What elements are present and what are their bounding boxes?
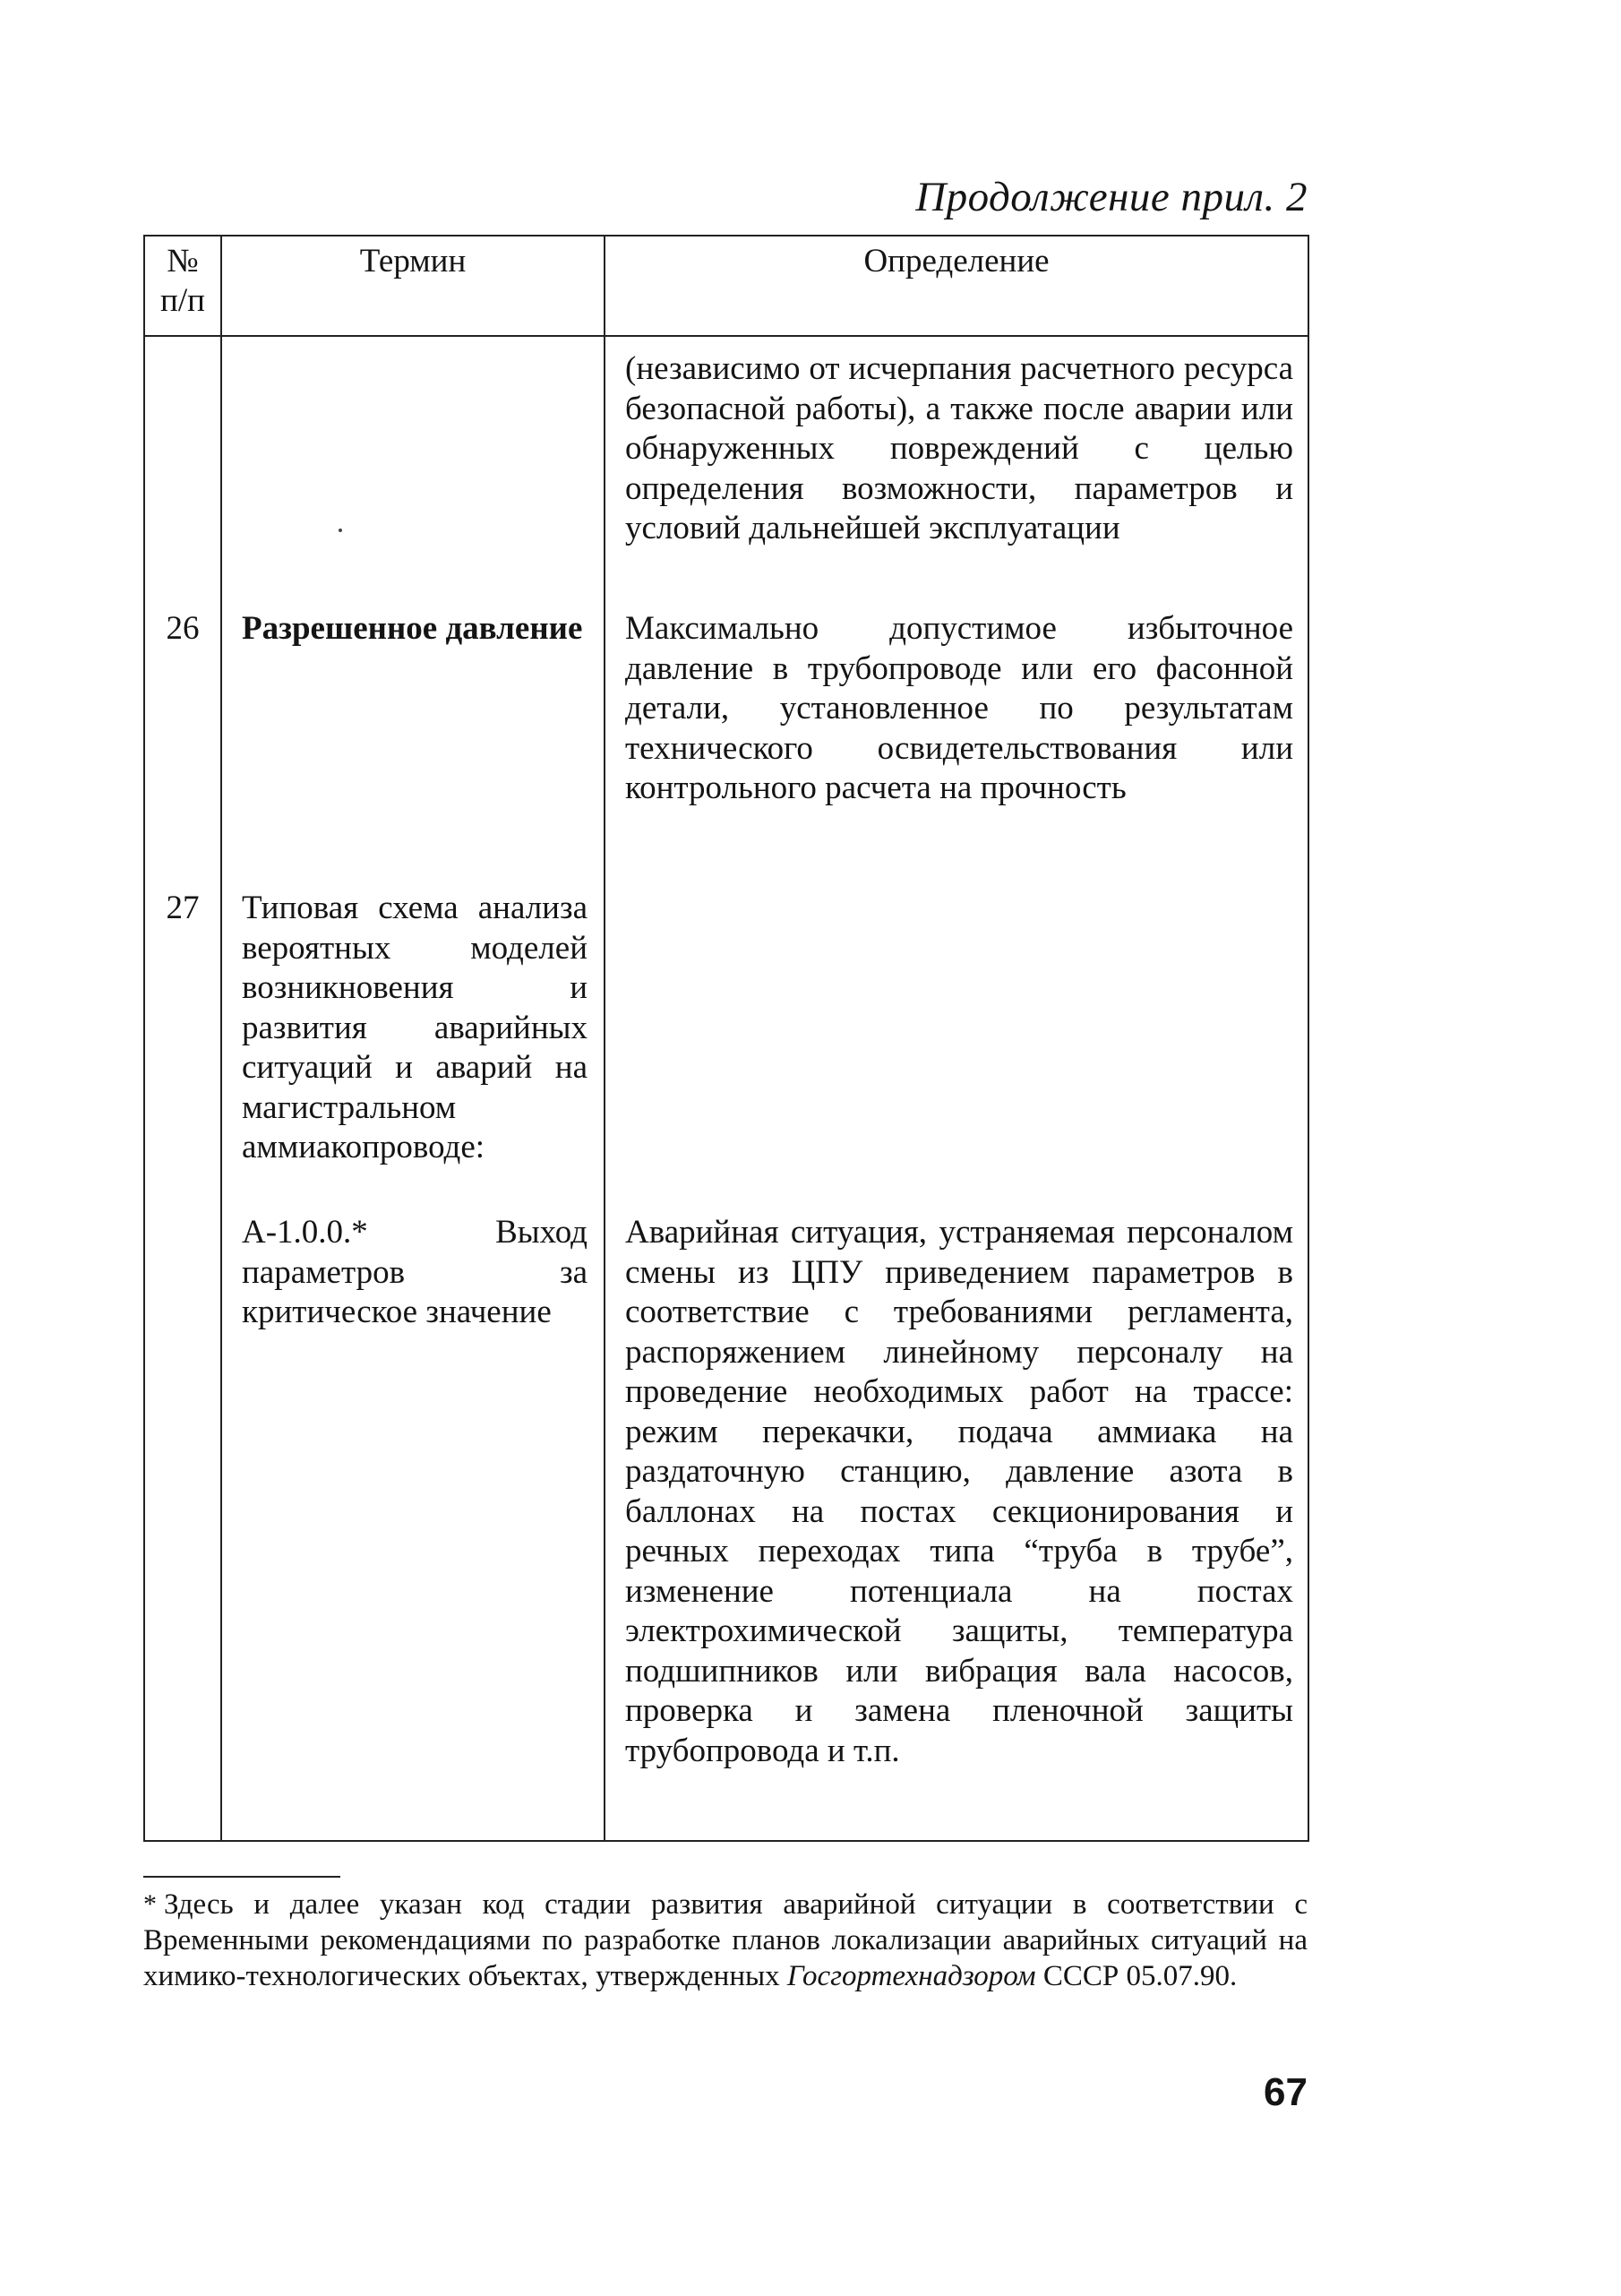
page-number: 67 [1264, 2070, 1308, 2114]
row-num [144, 336, 221, 609]
footnote-rule [143, 1876, 340, 1878]
header-term: Термин [221, 236, 605, 336]
row-definition [605, 889, 1308, 1213]
row-definition: (независимо от исчерпания расчетного ресурса безопасной работы), а также после аварии или обнаруженных повреждений с целью определения возможности, параметров и условий дальнейшей эксплуатации [605, 336, 1308, 609]
table-row [144, 609, 1308, 889]
header-definition: Определение [605, 236, 1308, 336]
row-num: 27 [144, 889, 221, 1213]
row-term [221, 336, 605, 609]
row-definition: Максимально допустимое избыточное давление в трубопроводе или его фасонной детали, установленное по результатам технического освидетельствования или контрольного расчета на прочность [605, 609, 1308, 889]
row-num: 26 [144, 609, 221, 889]
footnote [143, 1887, 1308, 1994]
table-row [144, 889, 1308, 1213]
footnote-text-start: Здесь и далее указан код стадии развития аварийной ситуации в соответствии с Временными рекомендациями по разработке планов локализации аварийных ситуаций на химико-технологических объектах, утвержденных [143, 1888, 1308, 1992]
row-definition: Аварийная ситуация, устраняемая персоналом смены из ЦПУ приведением параметров в соответствие с требованиями регламента, распоряжением линейному персоналу на проведение необходимых работ на трассе: режим перекачки, подача аммиака на раздаточную станцию, давление азота в баллонах на постах секционирования и речных переходах типа “труба в трубе”, изменение потенциала на постах электрохимической защиты, температура подшипников или вибрация вала насосов, проверка и замена пленочной защиты трубопровода и т.п. [605, 1213, 1308, 1841]
table-header-row [144, 236, 1308, 336]
running-head: Продолжение прил. 2 [915, 174, 1308, 220]
stray-dot [339, 529, 342, 532]
row-num [144, 1213, 221, 1841]
footnote-marker: * [143, 1889, 157, 1919]
footnote-text-italic: Госгортехнадзором [786, 1960, 1036, 1992]
table-row [144, 1213, 1308, 1841]
header-num: № п/п [144, 236, 221, 336]
footnote-text-end: СССР 05.07.90. [1035, 1960, 1238, 1992]
row-term: Разрешенное давление [221, 609, 605, 889]
table-row [144, 336, 1308, 609]
terms-table [143, 235, 1309, 1842]
row-term: Типовая схема анализа вероятных моделей возникновения и развития аварийных ситуаций и аварий на магистральном аммиакопроводе: [221, 889, 605, 1213]
row-term: А-1.0.0.* Выход параметров за критическое значение [221, 1213, 605, 1841]
